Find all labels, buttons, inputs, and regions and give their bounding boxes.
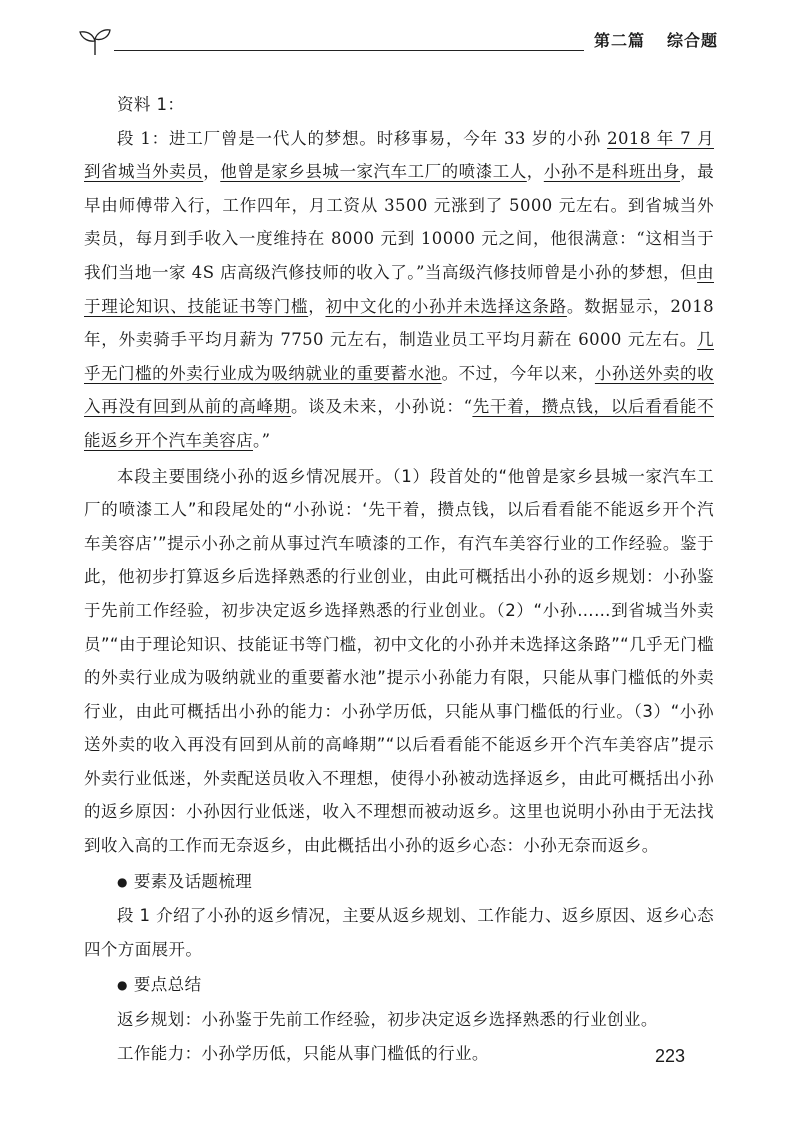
page-number: 223	[655, 1046, 686, 1066]
analysis-paragraph: 本段主要围绕小孙的返乡情况展开。（1）段首处的“他曾是家乡县城一家汽车工厂的喷漆工人”和段尾处的“小孙说：‘先干着，攒点钱，以后看看能不能返乡开个汽车美容店’”提示小孙之前从事过汽车喷漆的工作，有汽车美容行业的工作经验。鉴于此，他初步打算返乡后选择熟悉的行业创业，由此可概括出小孙的返乡规划：小孙鉴于先前工作经验，初步决定返乡选择熟悉的行业创业。（2）“小孙……到省城当外卖员”“由于理论知识、技能证书等门槛，初中文化的小孙并未选择这条路”“几乎无门槛的外卖行业成为吸纳就业的重要蓄水池”提示小孙能力有限，只能从事门槛低的外卖行业，由此可概括出小孙的能力：小孙学历低，只能从事门槛低的行业。（3）“小孙送外卖的收入再没有回到从前的高峰期”“以后看看能不能返乡开个汽车美容店”提示外卖行业低迷，外卖配送员收入不理想，使得小孙被动选择返乡，由此可概括出小孙的返乡原因：小孙因行业低迷，收入不理想而被动返乡。这里也说明小孙由于无法找到收入高的工作而无奈返乡，由此概括出小孙的返乡心态：小孙无奈而返乡。	[84, 466, 714, 856]
section-title	[584, 28, 718, 51]
summary-point: 工作能力：小孙学历低，只能从事门槛低的行业。	[117, 1043, 489, 1063]
material-title: 资料 1：	[117, 95, 185, 114]
text-run: ，	[308, 296, 326, 316]
text-run: 段 1：进工厂曾是一代人的梦想。时移事易，今年 33 岁的小孙	[117, 128, 608, 148]
underlined-phrase: 小孙送外卖的收入再没有回到从前的高峰期	[84, 363, 714, 417]
text-run: ，	[526, 162, 544, 182]
underlined-phrase: 先干着，攒点钱，以后看看能不能返乡开个汽车美容店	[84, 397, 714, 450]
text-run: ，	[203, 162, 221, 182]
text-run: ，最早由师傅带入行，工作四年，月工资从 3500 元涨到了 5000 元左右。到省城当外卖员，每月到手收入一度维持在 8000 元到 10000 元之间，他很满意：“这相当于我们当地一家 4S 店高级汽修技师的收入了。”当高级汽修技师曾是小孙的梦想，但	[84, 162, 714, 282]
text-run: 。”	[253, 430, 271, 450]
heading-summary: ● 要点总结	[84, 968, 714, 1003]
text-run: 。数据显示，2018 年，外卖骑手平均月薪为 7750 元左右，制造业员工平均月薪在 6000 元左右。	[84, 296, 714, 350]
text-run: 。不过，今年以来，	[441, 363, 595, 383]
underlined-phrase: 几乎无门槛的外卖行业成为吸纳就业的重要蓄水池	[84, 330, 714, 383]
underlined-phrase: 2018 年 7 月到省城当外卖员	[84, 128, 714, 182]
page-body	[84, 88, 714, 1070]
summary-point: 返乡规划：小孙鉴于先前工作经验，初步决定返乡选择熟悉的行业创业。	[117, 1010, 658, 1030]
underlined-phrase: 他曾是家乡县城一家汽车工厂的喷漆工人	[220, 162, 527, 182]
underlined-phrase: 初中文化的小孙并未选择这条路	[325, 296, 567, 316]
heading-elements: ● 要素及话题梳理	[84, 865, 714, 900]
text-run: 。谈及未来，小孙说：“	[291, 397, 473, 417]
underlined-phrase: 小孙不是科班出身	[543, 162, 681, 182]
chapter-title: 综合题	[666, 31, 718, 50]
part-label: 第二篇	[593, 31, 645, 50]
sprout-icon	[78, 28, 112, 56]
page-header	[78, 26, 718, 60]
underlined-phrase: 由于理论知识、技能证书等门槛	[84, 262, 714, 316]
sort-paragraph: 段 1 介绍了小孙的返乡情况，主要从返乡规划、工作能力、返乡原因、返乡心态四个方面展开。	[84, 906, 714, 959]
material-paragraph	[84, 122, 714, 458]
